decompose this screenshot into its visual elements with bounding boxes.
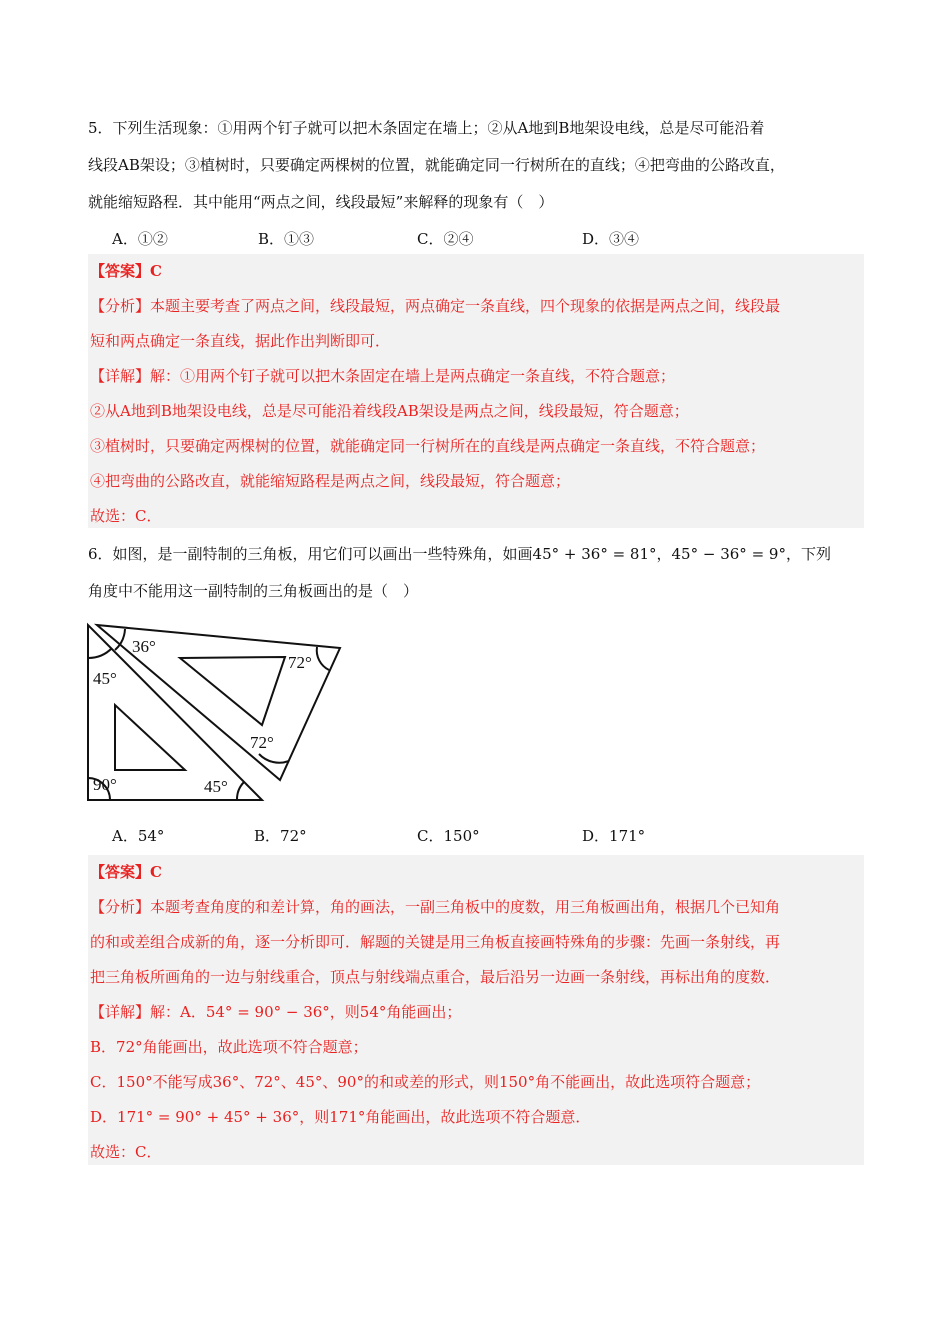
- q5-option-b: B．①③: [258, 230, 315, 248]
- q6-line-1: 6．如图，是一副特制的三角板，用它们可以画出一些特殊角，如画45° + 36° = 81°，45° − 36° = 9°，下列: [88, 545, 831, 563]
- a5-detail-2: ②从A地到B地架设电线，总是尽可能沿着线段AB架设是两点之间，线段最短，符合题意；: [90, 402, 689, 420]
- a5-choice: 故选：C．: [90, 507, 162, 525]
- label-90: 90°: [93, 775, 117, 794]
- q5-option-d: D．③④: [582, 230, 640, 248]
- a6-answer: 【答案】C: [90, 863, 162, 881]
- q6-option-d: D．171°: [582, 827, 646, 845]
- question-5: [88, 110, 864, 221]
- q5-option-c: C．②④: [417, 230, 474, 248]
- inner-triangle-45: [115, 705, 185, 770]
- q5-line-3: 就能缩短路程．其中能用“两点之间，线段最短”来解释的现象有（ ）: [88, 193, 554, 211]
- q6-option-b: B．72°: [254, 827, 307, 845]
- a5-analysis-1: 【分析】本题主要考查了两点之间，线段最短，两点确定一条直线，四个现象的依据是两点之间，线段最: [90, 297, 781, 315]
- a6-detail-2: B．72°角能画出，故此选项不符合题意；: [90, 1038, 368, 1056]
- arc-45-bottom: [237, 782, 244, 800]
- label-72-right: 72°: [288, 653, 312, 672]
- inner-triangle-36-72: [180, 657, 285, 725]
- answer-block-5: [88, 254, 864, 528]
- q6-line-2: 角度中不能用这一副特制的三角板画出的是（ ）: [88, 582, 419, 600]
- arc-72-bottom: [259, 754, 289, 763]
- answer-block-6: [88, 855, 864, 1165]
- a5-analysis-2: 短和两点确定一条直线，据此作出判断即可．: [90, 332, 391, 350]
- a6-analysis-2: 的和或差组合成新的角，逐一分析即可．解题的关键是用三角板直接画特殊角的步骤：先画一条射线，再: [90, 933, 781, 951]
- label-45-top: 45°: [93, 669, 117, 688]
- a6-detail-1: 【详解】解：A．54° = 90° − 36°，则54°角能画出；: [90, 1003, 462, 1021]
- label-36: 36°: [132, 637, 156, 656]
- arc-72-right: [317, 647, 329, 670]
- a5-detail-1: 【详解】解：①用两个钉子就可以把木条固定在墙上是两点确定一条直线，不符合题意；: [90, 367, 676, 385]
- q5-line-1: 5．下列生活现象：①用两个钉子就可以把木条固定在墙上；②从A地到B地架设电线，总是尽可能沿着: [88, 119, 765, 137]
- a5-detail-3: ③植树时，只要确定两棵树的位置，就能确定同一行树所在的直线是两点确定一条直线，不符合题意；: [90, 437, 766, 455]
- q5-line-2: 线段AB架设；③植树时，只要确定两棵树的位置，就能确定同一行树所在的直线；④把弯曲的公路改直，: [88, 156, 785, 174]
- q6-option-c: C．150°: [417, 827, 480, 845]
- set-squares-figure: [85, 620, 345, 805]
- a6-analysis-3: 把三角板所画角的一边与射线重合，顶点与射线端点重合，最后沿另一边画一条射线，再标出角的度数．: [90, 968, 781, 986]
- a6-analysis-1: 【分析】本题考查角度的和差计算，角的画法，一副三角板中的度数，用三角板画出角，根据几个已知角: [90, 898, 781, 916]
- a6-detail-3: C．150°不能写成36°、72°、45°、90°的和或差的形式，则150°角不能画出，故此选项符合题意；: [90, 1073, 761, 1091]
- q5-option-a: A．①②: [112, 230, 168, 248]
- question-6: [88, 536, 864, 610]
- a5-detail-4: ④把弯曲的公路改直，就能缩短路程是两点之间，线段最短，符合题意；: [90, 472, 571, 490]
- a6-detail-4: D．171° = 90° + 45° + 36°，则171°角能画出，故此选项不符合题意．: [90, 1108, 591, 1126]
- arc-45-top: [88, 648, 112, 658]
- a6-choice: 故选：C．: [90, 1143, 162, 1161]
- label-45-bottom: 45°: [204, 777, 228, 796]
- a5-answer: 【答案】C: [90, 262, 162, 280]
- q6-option-a: A．54°: [112, 827, 165, 845]
- label-72-bottom: 72°: [250, 733, 274, 752]
